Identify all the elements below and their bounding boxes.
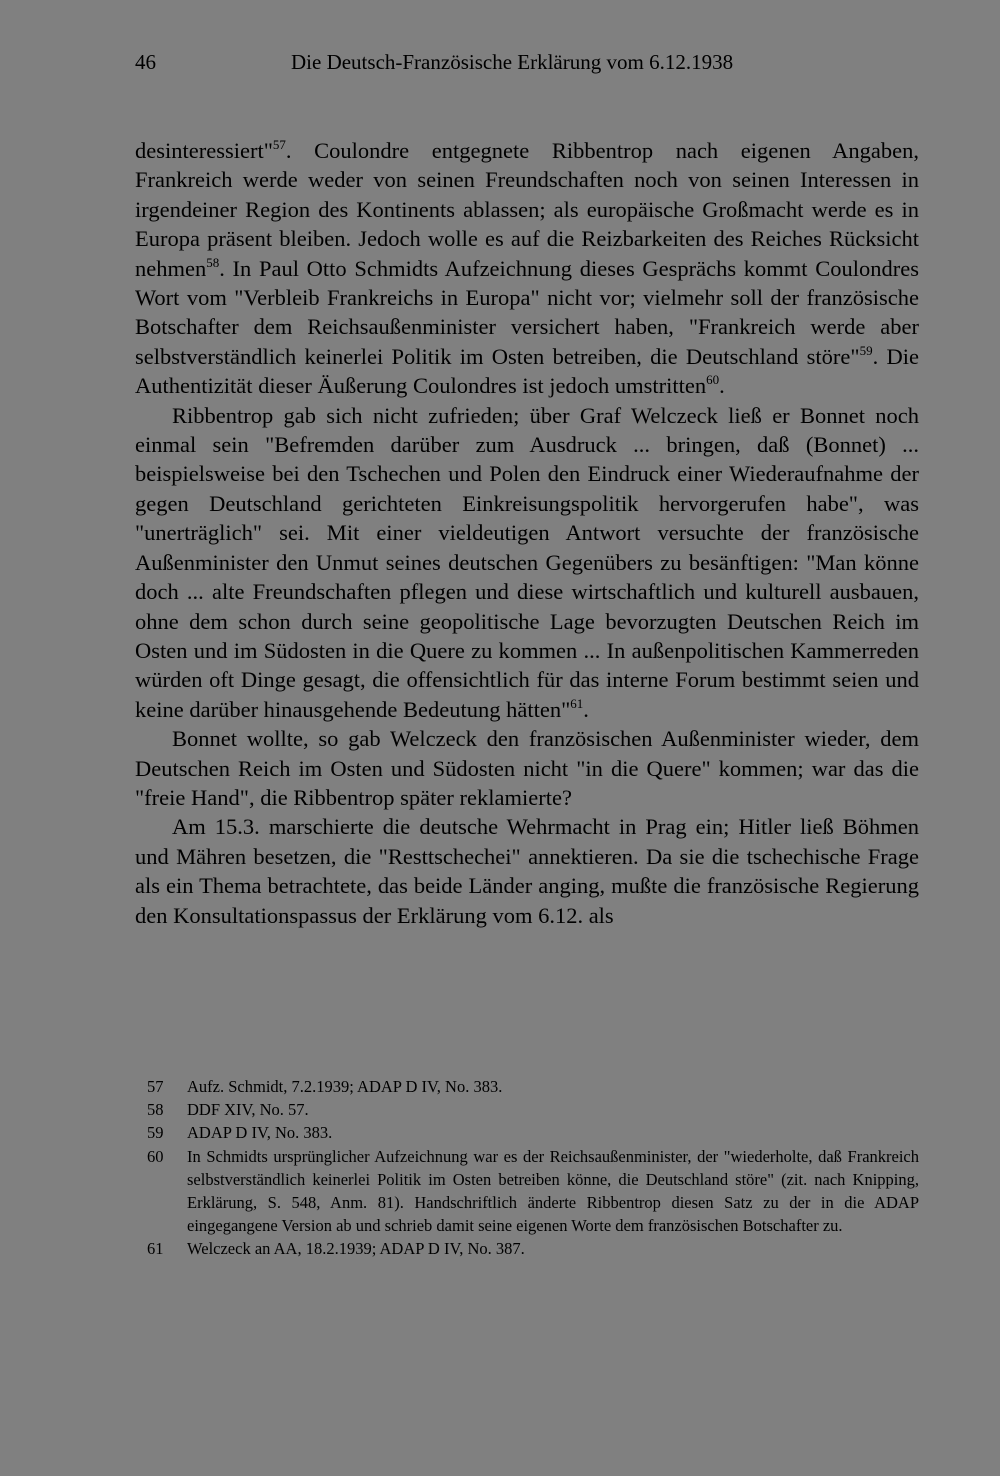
footnote-text: DDF XIV, No. 57. [187,1100,309,1120]
body-paragraph [135,401,919,724]
footnote-marker: 60 [706,372,720,388]
footnote-number: 61 [147,1239,164,1259]
footnote-marker: 61 [570,695,584,711]
footnote [135,1237,919,1260]
running-title: Die Deutsch-Französische Erklärung vom 6.12.1938 [291,50,734,74]
paragraph-text: . Coulondre entgegnete Ribbentrop nach eigenen Angaben, Frankreich werde weder von seinen Freundschaften noch von seinen Interessen in irgendeiner Region des Kontinents ablassen; als europäische Großmacht werde es in Europa präsent bleiben. Jedoch wolle es auf die Reizbarkeiten des Reiches Rücksicht nehmen [135,138,919,281]
page-number: 46 [135,50,156,74]
body-paragraph [135,724,919,812]
footnote-text: Welczeck an AA, 18.2.1939; ADAP D IV, No. 387. [187,1239,525,1259]
footnote-marker: 58 [206,254,220,270]
paragraph-text: desinteressiert" [135,138,273,163]
footnote-number: 57 [147,1077,164,1096]
footnotes [135,1075,919,1261]
footnote [135,1145,919,1238]
footnote-number: 59 [147,1123,164,1143]
footnote-text: ADAP D IV, No. 383. [187,1123,333,1143]
paragraph-text: . Die Authentizität dieser Äußerung Coulondres ist jedoch umstritten [135,343,919,399]
paragraph-text: Bonnet wollte, so gab Welczeck den französischen Außenminister wieder, dem Deutschen Reich im Osten und Südosten nicht "in die Quere" kommen; war das die "freie Hand", die Ribbentrop später reklamierte? [135,726,919,810]
footnote [135,1075,919,1098]
footnote-marker: 59 [859,342,873,358]
paragraph-text: Ribbentrop gab sich nicht zufrieden; über Graf Welczeck ließ er Bonnet noch einmal sein "Befremden darüber zum Ausdruck ... bringen, daß (Bonnet) ... beispielsweise bei den Tschechen und Polen den Eindruck einer Wiederaufnahme der gegen Deutschland gerichteten Einkreisungspolitik hervorgerufen habe", was "unerträglich" sei. Mit einer vieldeutigen Antwort versuchte der französische Außenminister den Unmut seines deutschen Gegenübers zu besänftigen: "Man könne doch ... alte Freundschaften pflegen und diese wirtschaftlich und kulturell ausbauen, ohne dem schon durch seine geopolitische Lage bevorzugten Deutschen Reich im Osten und im Südosten in die Quere zu kommen ... In außenpolitischen Kammerreden würden oft Dinge gesagt, die offensichtlich für das interne Forum bestimmt seien und keine darüber hinausgehende Bedeutung hätten" [135,402,919,722]
footnote-text: In Schmidts ursprünglicher Aufzeichnung war es der Reichsaußenminister, der "wiederholte, daß Frankreich selbstverständlich keinerlei Politik im Osten betreiben könne, die Deutschland störe" (zit. nach Knipping, Erklärung, S. 548, Anm. 81). Handschriftlich änderte Ribbentrop diesen Satz zu der in die ADAP eingegangene Version ab und schrieb damit seine eigenen Worte dem französischen Botschafter zu. [187,1146,919,1236]
body-paragraph [135,136,919,401]
footnote-number: 58 [147,1100,164,1120]
paragraph-text: . [719,373,725,399]
footnote-number: 60 [147,1146,164,1166]
body-text [135,136,919,930]
paragraph-text: . In Paul Otto Schmidts Aufzeichnung dieses Gesprächs kommt Coulondres Wort vom "Verbleib Frankreichs in Europa" nicht vor; vielmehr soll der französische Botschafter dem Reichsaußenminister versichert haben, "Frankreich werde aber selbstverständlich keinerlei Politik im Osten betreiben, die Deutschland störe" [135,255,919,369]
body-paragraph [135,812,919,930]
footnote-marker: 57 [272,137,286,152]
footnote [135,1121,919,1144]
footnote [135,1098,919,1121]
paragraph-text: . [583,696,589,722]
footnote-text: Aufz. Schmidt, 7.2.1939; ADAP D IV, No. 383. [187,1077,503,1096]
paragraph-text: Am 15.3. marschierte die deutsche Wehrmacht in Prag ein; Hitler ließ Böhmen und Mähren besetzen, die "Resttschechei" annektieren. Da sie die tschechische Frage als ein Thema betrachtete, das beide Länder anging, mußte die französische Regierung den Konsultationspassus der Erklärung vom 6.12. als [135,814,919,928]
